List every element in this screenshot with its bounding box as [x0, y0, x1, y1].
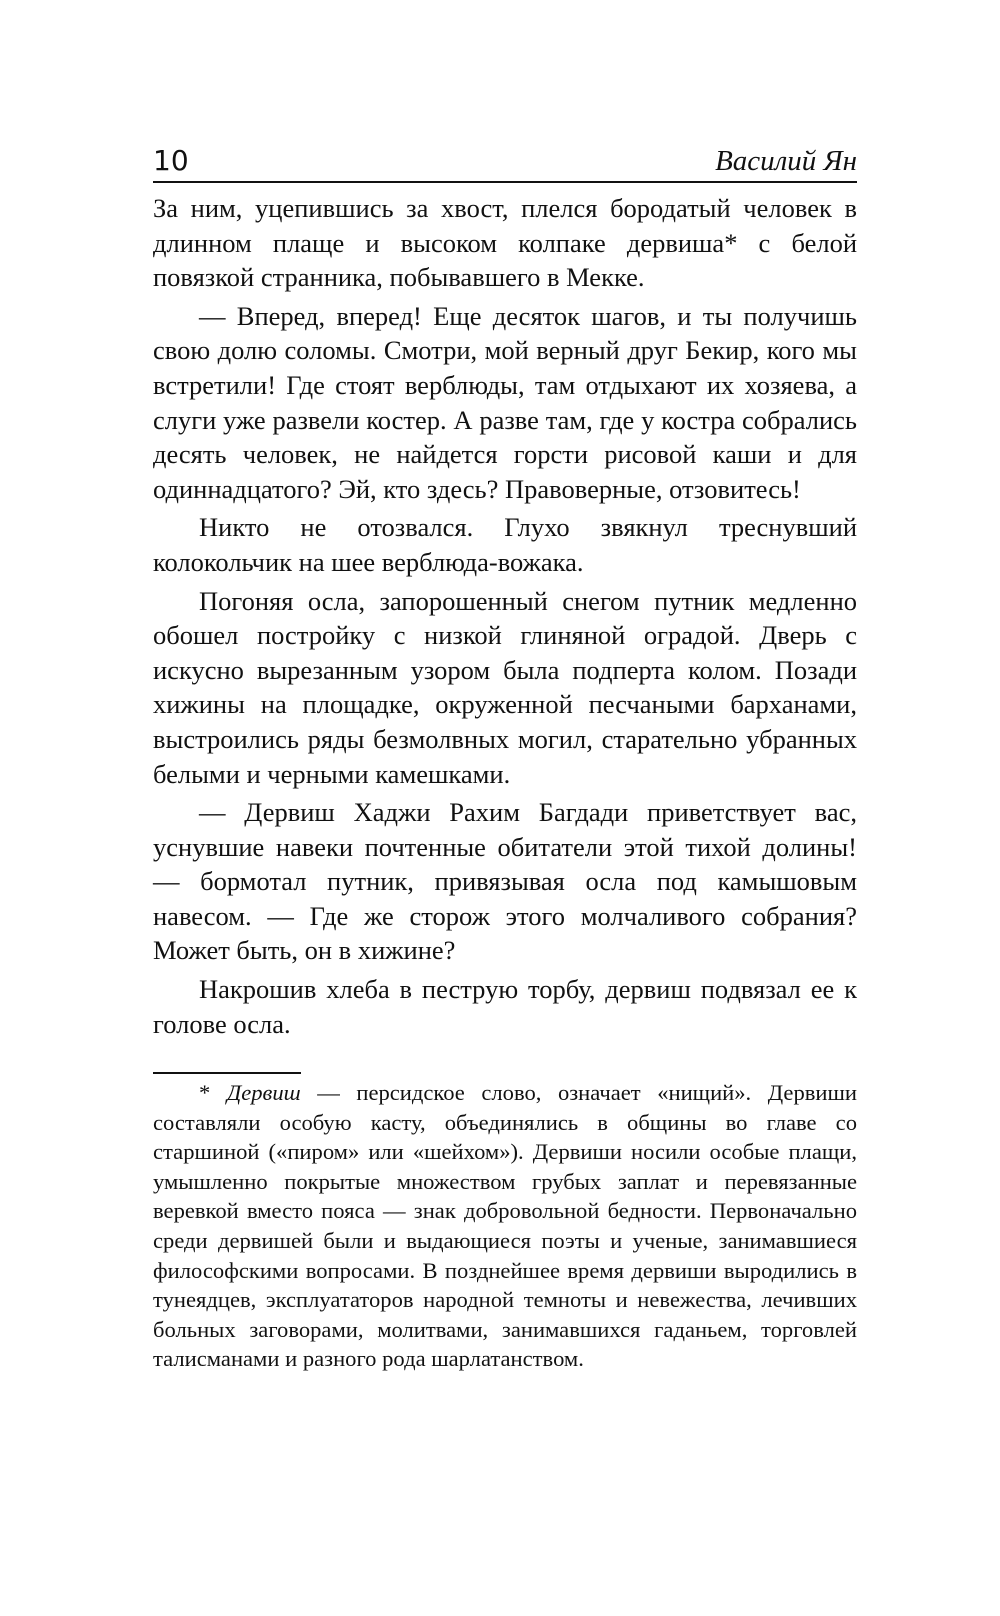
paragraph-3: Никто не отозвался. Глухо звякнул треснувший колокольчик на шее верблюда-вожака.	[153, 512, 857, 577]
footnote-marker: *	[199, 1080, 227, 1105]
paragraph-2: — Вперед, вперед! Еще десяток шагов, и ты получишь свою долю соломы. Смотри, мой верный друг Бекир, кого мы встретили! Где стоят верблюды, там отдыхают их хозяева, а слуги уже развели костер. А разве там, где у костра собрались десять человек, не найдется горсти рисовой каши и для одиннадцатого? Эй, кто здесь? Правоверные, отзовитесь!	[153, 300, 857, 504]
paragraph-6: Накрошив хлеба в пеструю торбу, дервиш подвязал ее к голове осла.	[153, 974, 857, 1039]
footnote-term: Дервиш	[226, 1080, 301, 1105]
page-number: 10	[153, 144, 189, 177]
running-header	[153, 143, 857, 183]
footnote-divider	[153, 1072, 301, 1074]
running-title-author: Василий Ян	[715, 145, 857, 177]
footnote-text: — персидское слово, означает «нищий». Дервиши составляли особую касту, объединялись в общины во главе со старшиной («пиром» или «шейхом»). Дервиши носили особые плащи, умышленно покрытые множеством грубых заплат и перевязанные веревкой вместо пояса — знак добровольной бедности. Первоначально среди дервишей были и выдающиеся поэты и ученые, занимавшиеся философскими вопросами. В позднейшее время дервиши выродились в тунеядцев, эксплуататоров народной темноты и невежества, лечивших больных заговорами, молитвами, занимавшихся гаданьем, торговлей талисманами и разного рода шарлатанством.	[153, 1080, 857, 1372]
body-text	[153, 191, 857, 1041]
footnote	[153, 1078, 857, 1374]
paragraph-1: За ним, уцепившись за хвост, плелся бородатый человек в длинном плаще и высоком колпаке дервиша* с белой повязкой странника, побывавшего в Мекке.	[153, 193, 857, 293]
paragraph-5: — Дервиш Хаджи Рахим Багдади приветствует вас, уснувшие навеки почтенные обитатели этой тихой долины! — бормотал путник, привязывая осла под камышовым навесом. — Где же сторож этого молчаливого собрания? Может быть, он в хижине?	[153, 797, 857, 966]
paragraph-4: Погоняя осла, запорошенный снегом путник медленно обошел постройку с низкой глиняной оградой. Дверь с искусно вырезанным узором была подперта колом. Позади хижины на площадке, окруженной песчаными барханами, выстроились ряды безмолвных могил, старательно убранных белыми и черными камешками.	[153, 585, 857, 789]
